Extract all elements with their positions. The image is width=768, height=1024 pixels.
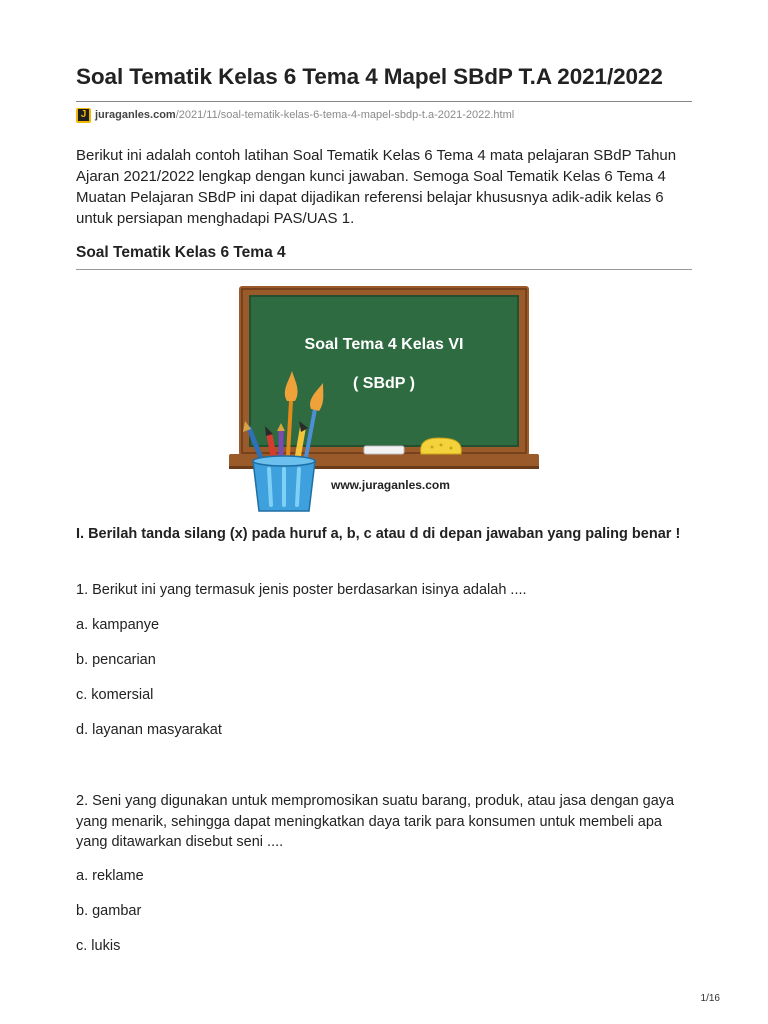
board-line-2: ( SBdP ) (353, 375, 415, 392)
intro-paragraph: Berikut ini adalah contoh latihan Soal Tematik Kelas 6 Tema 4 mata pelajaran SBdP Tahun Ajaran 2021/2022 lengkap dengan kunci jawaban. Semoga Soal Tematik Kelas 6 Tema 4 Muatan Pelajaran SBdP ini dapat dijadikan referensi belajar khususnya adik-adik kelas 6 untuk persiapan menghadapi PAS/UAS 1. (76, 147, 677, 227)
source-url[interactable] (76, 106, 514, 124)
source-domain[interactable]: juraganles.com (95, 109, 176, 121)
q2-option-b: b. gambar (76, 903, 142, 919)
question-instruction: I. Berilah tanda silang (x) pada huruf a, b, c atau d di depan jawaban yang paling benar ! (76, 526, 681, 542)
question-2: 2. Seni yang digunakan untuk mempromosikan suatu barang, produk, atau jasa dengan gaya yang menarik, sehingga dapat meningkatkan daya tarik para konsumen untuk membeli apa yang ditawarkan disebut seni .... (76, 793, 675, 850)
board-line-1: Soal Tema 4 Kelas VI (304, 336, 464, 353)
page-number: 1/16 (700, 993, 720, 1004)
source-path[interactable]: /2021/11/soal-tematik-kelas-6-tema-4-mapel-sbdp-t.a-2021-2022.html (175, 109, 515, 121)
q1-option-d: d. layanan masyarakat (76, 722, 222, 738)
section-heading: Soal Tematik Kelas 6 Tema 4 (76, 244, 286, 261)
image-caption: www.juraganles.com (331, 478, 450, 492)
site-favicon-icon: J (76, 108, 91, 123)
question-1: 1. Berikut ini yang termasuk jenis poster berdasarkan isinya adalah .... (76, 582, 527, 598)
chalkboard-illustration (229, 283, 541, 513)
section-divider (76, 269, 692, 270)
q1-option-c: c. komersial (76, 687, 154, 703)
q2-option-a: a. reklame (76, 868, 144, 884)
q1-option-a: a. kampanye (76, 617, 160, 633)
chalkboard-image (229, 283, 541, 513)
title-divider (76, 101, 692, 102)
q1-option-b: b. pencarian (76, 652, 156, 668)
chalk-icon (364, 446, 404, 454)
page-title: Soal Tematik Kelas 6 Tema 4 Mapel SBdP T.A 2021/2022 (76, 64, 663, 89)
q2-option-c: c. lukis (76, 938, 121, 954)
